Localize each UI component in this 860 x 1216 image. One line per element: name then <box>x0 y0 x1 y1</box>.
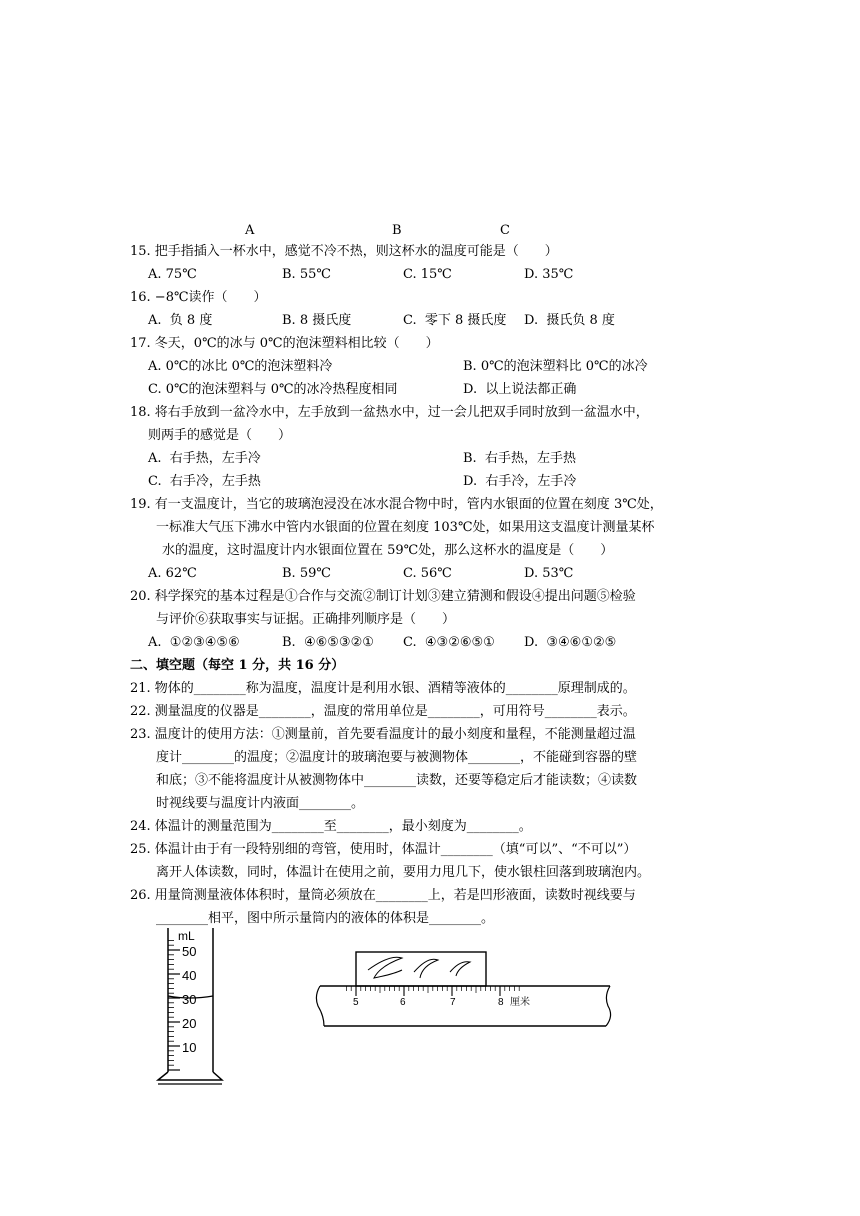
question-26-line-2: ________相平，图中所示量筒内的液体的体积是________。 <box>156 911 495 926</box>
question-18-option-b: B. 右手热，左手热 <box>463 451 576 466</box>
question-19-stem-line-2: 一标准大气压下沸水中管内水银面的位置在刻度 103℃处，如果用这支温度计测量某杯 <box>156 520 655 535</box>
question-18-option-d: D. 右手冷，左手冷 <box>463 474 577 489</box>
ruler-right-break <box>606 986 611 1026</box>
figure-label-a: A <box>245 223 255 238</box>
question-17-option-c: C. 0℃的泡沫塑料与 0℃的冰冷热程度相同 <box>148 382 398 397</box>
question-19-stem-line-1: 19. 有一支温度计，当它的玻璃泡浸没在冰水混合物中时，管内水银面的位置在刻度 3℃处， <box>130 497 663 512</box>
question-18-stem-line-1: 18. 将右手放到一盆冷水中，左手放到一盆热水中，过一会儿把双手同时放到一盆温水中， <box>130 405 649 420</box>
question-20-stem-line-2: 与评价⑥获取事实与证据。正确排列顺序是（ ） <box>156 612 456 627</box>
question-17-stem: 17. 冬天，0℃的冰与 0℃的泡沫塑料相比较（ ） <box>130 336 439 351</box>
ruler-unit-label: 厘米 <box>510 997 530 1008</box>
question-22: 22. 测量温度的仪器是________，温度的常用单位是________，可用符号________表示。 <box>130 704 636 719</box>
question-23-line-4: 时视线要与温度计内液面________。 <box>156 796 365 811</box>
figure-label-c: C <box>500 223 510 238</box>
question-20-option-a: A. ①②③④⑤⑥ <box>148 635 240 650</box>
question-19-option-a: A. 62℃ <box>148 566 197 581</box>
question-23-line-3: 和底；③不能将温度计从被测物体中________读数，还要等稳定后才能读数；④读数 <box>156 773 638 788</box>
question-23-line-1: 23. 温度计的使用方法：①测量前，首先要看温度计的最小刻度和量程，不能测量超过温 <box>130 727 636 742</box>
cylinder-tick-label-20: 20 <box>182 1016 197 1031</box>
measured-block <box>356 952 486 986</box>
question-16-option-c: C. 零下 8 摄氏度 <box>403 313 507 328</box>
question-19-option-c: C. 56℃ <box>403 566 452 581</box>
question-17-option-d: D. 以上说法都正确 <box>463 382 577 397</box>
question-16-option-d: D. 摄氏负 8 度 <box>524 313 615 328</box>
ruler-tick-label-6: 6 <box>400 997 406 1008</box>
question-16-option-a: A. 负 8 度 <box>148 313 213 328</box>
question-23-line-2: 度计________的温度；②温度计的玻璃泡要与被测物体________，不能碰到容器的壁 <box>156 750 638 765</box>
ruler-left-break <box>316 986 324 1026</box>
graduated-cylinder-figure <box>150 922 240 1092</box>
cylinder-tick-label-30: 30 <box>182 992 197 1007</box>
question-19-option-d: D. 53℃ <box>524 566 574 581</box>
question-17-option-a: A. 0℃的冰比 0℃的泡沫塑料冷 <box>148 359 333 374</box>
question-18-option-a: A. 右手热，左手冷 <box>148 451 261 466</box>
question-15-stem: 15. 把手指插入一杯水中，感觉不冷不热，则这杯水的温度可能是（ ） <box>130 244 558 259</box>
question-19-stem-line-3: 水的温度，这时温度计内水银面位置在 59℃处，那么这杯水的温度是（ ） <box>162 543 614 558</box>
question-18-option-c: C. 右手冷，左手热 <box>148 474 261 489</box>
ruler-measurement-figure <box>310 944 620 1034</box>
question-20-stem-line-1: 20. 科学探究的基本过程是①合作与交流②制订计划③建立猜测和假设④提出问题⑤检验 <box>130 589 636 604</box>
question-21: 21. 物体的________称为温度，温度计是利用水银、酒精等液体的________原理制成的。 <box>130 681 636 696</box>
question-20-option-c: C. ④③②⑥⑤① <box>403 635 495 650</box>
section-2-title: 二、填空题（每空 1 分，共 16 分） <box>130 658 345 673</box>
question-16-option-b: B. 8 摄氏度 <box>282 313 352 328</box>
question-15-option-a: A. 75℃ <box>148 267 197 282</box>
ruler-tick-label-8: 8 <box>498 997 504 1008</box>
question-25-line-1: 25. 体温计由于有一段特别细的弯管，使用时，体温计________（填“可以”、“不可以”） <box>130 842 637 857</box>
cylinder-tick-label-10: 10 <box>182 1040 197 1055</box>
ruler-tick-label-5: 5 <box>353 997 359 1008</box>
question-15-option-c: C. 15℃ <box>403 267 452 282</box>
cylinder-tick-label-50: 50 <box>182 944 197 959</box>
question-15-option-d: D. 35℃ <box>524 267 574 282</box>
question-20-option-b: B. ④⑥⑤③②① <box>282 635 374 650</box>
question-16-stem: 16. −8℃读作（ ） <box>130 290 267 305</box>
cylinder-unit-label: mL <box>178 929 195 943</box>
question-18-stem-line-2: 则两手的感觉是（ ） <box>148 428 292 443</box>
question-20-option-d: D. ③④⑥①②⑤ <box>524 635 617 650</box>
question-19-option-b: B. 59℃ <box>282 566 331 581</box>
question-26-line-1: 26. 用量筒测量液体体积时，量筒必须放在________上，若是凹形液面，读数时视线要与 <box>130 888 636 903</box>
figure-label-b: B <box>392 223 402 238</box>
cylinder-tick-label-40: 40 <box>182 968 197 983</box>
ruler-tick-label-7: 7 <box>450 997 456 1008</box>
question-25-line-2: 离开人体读数，同时，体温计在使用之前，要用力甩几下，使水银柱回落到玻璃泡内。 <box>156 865 651 880</box>
question-15-option-b: B. 55℃ <box>282 267 331 282</box>
question-17-option-b: B. 0℃的泡沫塑料比 0℃的冰冷 <box>463 359 648 374</box>
question-24: 24. 体温计的测量范围为________至________，最小刻度为________。 <box>130 819 532 834</box>
